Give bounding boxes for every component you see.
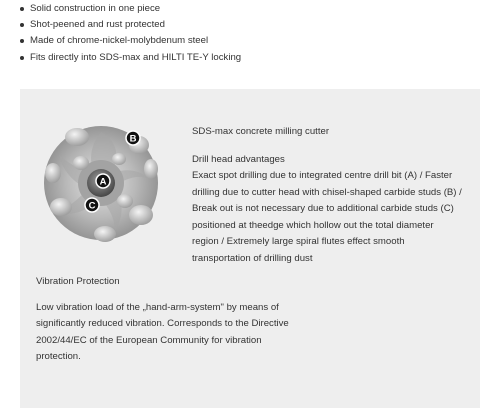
vibration-line: protection. [36, 351, 81, 363]
advantages-line: drilling due to cutter head with chisel-shaped carbide studs (B) / [192, 186, 462, 198]
advantages-line: positioned at theedge which hollow out the total diameter [192, 219, 434, 231]
advantages-line: Break out is not necessary due to additional carbide studs (C) [192, 203, 454, 214]
vibration-description [36, 300, 311, 366]
product-description [192, 124, 472, 267]
callout-label: B [129, 133, 137, 145]
callout-a-marker [96, 174, 110, 188]
vibration-line: 2002/44/EC of the European Community for vibration [36, 334, 262, 346]
feature-list [0, 1, 480, 66]
callout-label: C [88, 200, 96, 212]
vibration-heading: Vibration Protection [36, 276, 120, 287]
vibration-line: significantly reduced vibration. Corresponds to the Directive [36, 318, 289, 330]
product-title: SDS-max concrete milling cutter [192, 126, 330, 137]
vibration-line: Low vibration load of the „hand-arm-system" by means of [36, 302, 279, 313]
product-detail-panel [20, 89, 480, 408]
advantages-heading: Drill head advantages [192, 153, 285, 165]
milling-cutter-image [41, 123, 161, 243]
callout-c-marker [85, 198, 99, 212]
advantages-line: Exact spot drilling due to integrated centre drill bit (A) / Faster [192, 170, 453, 181]
callout-label: A [99, 176, 107, 188]
feature-item: Made of chrome-nickel-molybdenum steel [20, 33, 480, 49]
feature-item: Fits directly into SDS-max and HILTI TE-Y locking [20, 50, 480, 66]
advantages-line: region / Extremely large spiral flutes effect smooth [192, 236, 405, 247]
callout-b-marker [126, 131, 140, 145]
feature-item: Shot-peened and rust protected [20, 17, 480, 33]
advantages-line: transportation of drilling dust [192, 252, 313, 264]
feature-item: Solid construction in one piece [20, 1, 480, 17]
